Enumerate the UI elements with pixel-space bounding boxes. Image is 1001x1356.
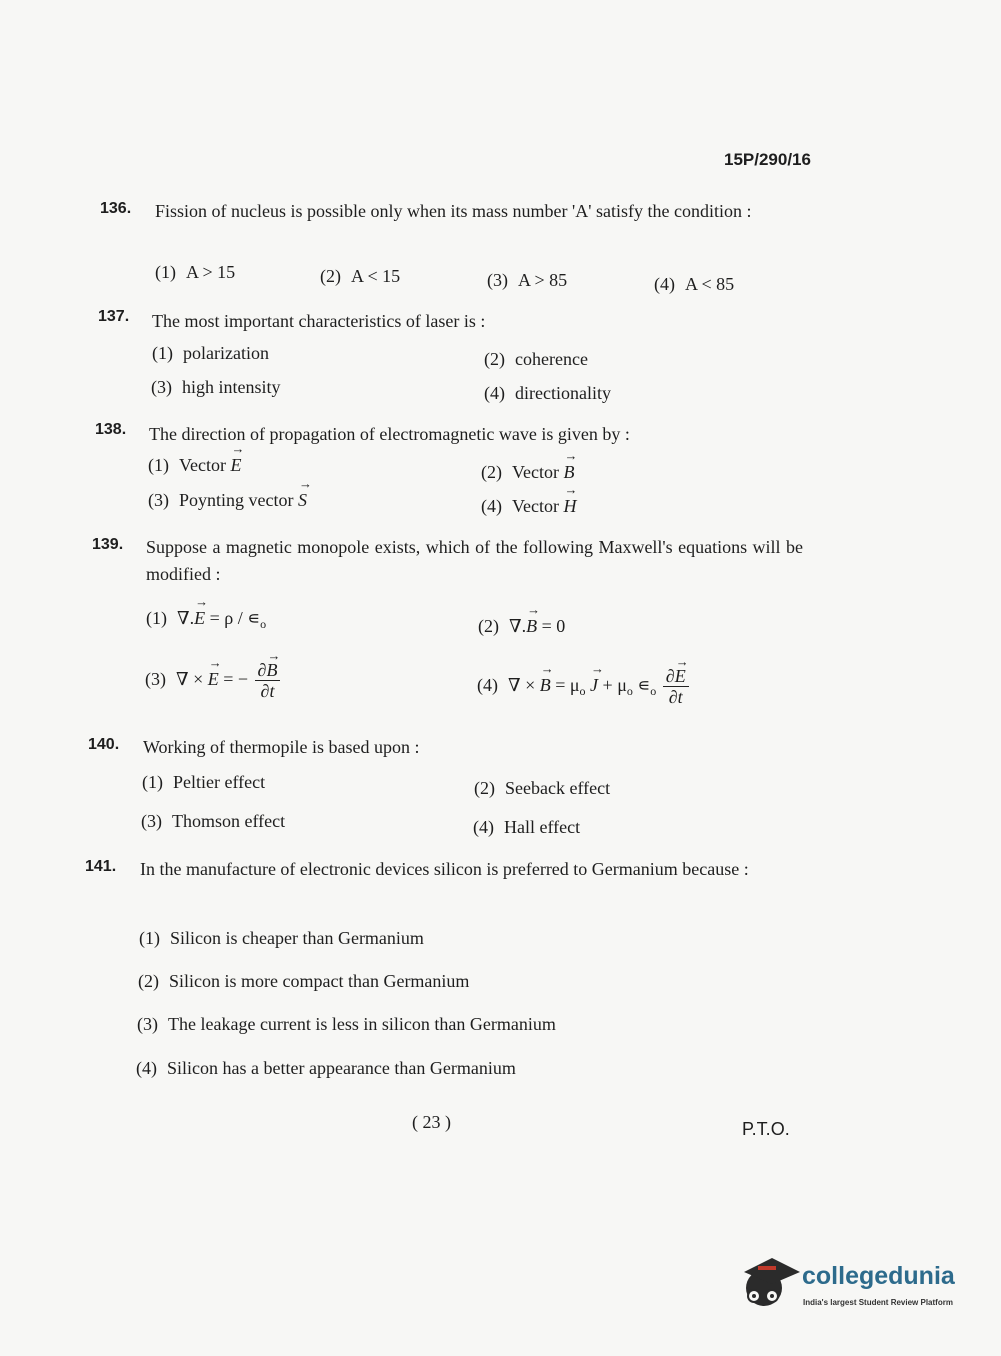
option-141-1: (1) Silicon is cheaper than Germanium [139,928,424,948]
question-number-136: 136. [100,200,132,217]
option-138-2: (2) Vector → B [481,462,574,483]
equation-curl-b: ∇ × → $B = \mu_o \to J + \mu_o$ $∊_o$ $\frac{\partial\to E}{\partial t}$ [508,675,691,695]
option-141-2: (2) Silicon is more compact than Germanium [138,971,470,991]
paper-code: 15P/290/16 [724,150,811,169]
page-number: ( 23 ) [412,1112,451,1132]
question-text-138: The direction of propagation of electromagnetic wave is given by : [149,424,630,444]
option-139-1: (1) ∇.→ $E = \rho / ∊_o$ [146,608,266,632]
option-139-4: (4) ∇ × → $B = \mu_o \to J + \mu_o$ $∊_o$ $\frac{\partial\to E}{\partial t}$ [477,666,691,707]
option-138-3: (3) Poynting vector → S [148,490,307,511]
option-139-2: (2) ∇.→ B = 0 [478,616,565,637]
option-136-2: (2) A < 15 [320,266,401,286]
option-137-3: (3) high intensity [151,377,281,397]
brand-tagline: India's largest Student Review Platform [803,1298,953,1307]
question-number-140: 140. [88,736,120,753]
equation-curl-e: ∇ × → E = − $\frac{\partial\to B}{\partial t}$ [176,669,282,689]
option-136-1: (1) A > 15 [155,262,236,282]
question-text-139: Suppose a magnetic monopole exists, which of the following Maxwell's equations will be modified : [146,537,803,584]
option-140-2: (2) Seeback effect [474,778,611,798]
question-text-136: Fission of nucleus is possible only when its mass number 'A' satisfy the condition : [155,201,752,221]
question-text-141: In the manufacture of electronic devices silicon is preferred to Germanium because : [140,859,749,879]
option-138-1: (1) Vector → E [148,455,241,476]
option-140-3: (3) Thomson effect [141,811,286,831]
option-136-4: (4) A < 85 [654,274,735,294]
option-141-4: (4) Silicon has a better appearance than Germanium [136,1058,516,1078]
brand-name: collegedunia [802,1262,955,1290]
pto-label: P.T.O. [742,1119,790,1139]
equation-div-e: ∇.→ $E = \rho / ∊_o$ [177,608,266,628]
question-number-141: 141. [85,858,117,875]
option-137-2: (2) coherence [484,349,588,369]
option-136-3: (3) A > 85 [487,270,568,290]
question-text-137: The most important characteristics of laser is : [152,311,486,331]
question-number-139: 139. [92,536,124,553]
option-140-4: (4) Hall effect [473,817,581,837]
option-139-3: (3) ∇ × → E = − $\frac{\partial\to B}{\partial t}$ [145,660,282,701]
option-137-1: (1) polarization [152,343,269,363]
option-141-3: (3) The leakage current is less in silicon than Germanium [137,1014,556,1034]
equation-div-b: ∇.→ B = 0 [509,616,565,636]
option-137-4: (4) directionality [484,383,611,403]
option-140-1: (1) Peltier effect [142,772,266,792]
question-number-137: 137. [98,308,130,325]
question-number-138: 138. [95,421,127,438]
question-text-140: Working of thermopile is based upon : [143,737,420,757]
option-138-4: (4) Vector → H [481,496,576,517]
